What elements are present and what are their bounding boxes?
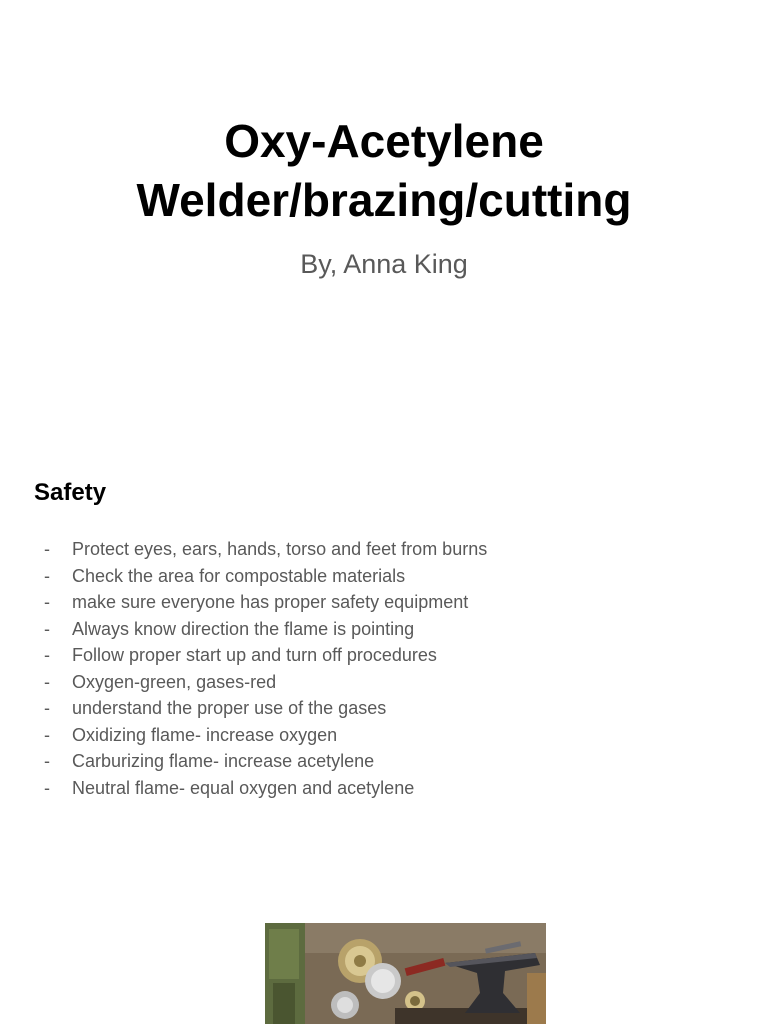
bullet-dash: - bbox=[44, 565, 50, 586]
list-item-text: make sure everyone has proper safety equipment bbox=[72, 592, 469, 612]
bullet-dash: - bbox=[44, 539, 50, 559]
bullet-dash: - bbox=[44, 592, 50, 612]
list-item-text: Always know direction the flame is pointing bbox=[72, 618, 415, 639]
title-line-1: Oxy-Acetylene bbox=[224, 115, 544, 167]
list-item-text: understand the proper use of the gases bbox=[72, 698, 387, 718]
list-item-text: Neutral flame- equal oxygen and acetylene bbox=[72, 777, 415, 798]
bullet-dash: - bbox=[44, 777, 50, 798]
title-slide bbox=[0, 0, 768, 420]
safety-slide bbox=[0, 420, 768, 900]
bullet-dash: - bbox=[44, 724, 50, 745]
safety-heading: Safety bbox=[34, 479, 107, 506]
list-item-text: Oxidizing flame- increase oxygen bbox=[72, 724, 338, 745]
welding-photo-illustration bbox=[265, 923, 546, 1024]
list-item-text: Check the area for compostable materials bbox=[72, 565, 406, 586]
bullet-dash: - bbox=[44, 618, 50, 639]
list-item-text: Carburizing flame- increase acetylene bbox=[72, 751, 375, 771]
welding-equipment-photo bbox=[265, 923, 546, 1024]
list-item-text: Oxygen-green, gases-red bbox=[72, 671, 277, 692]
bullet-dash: - bbox=[44, 645, 50, 665]
list-item-text: Follow proper start up and turn off procedures bbox=[72, 645, 437, 665]
bullet-dash: - bbox=[44, 698, 50, 718]
author-subtitle: By, Anna King bbox=[300, 249, 468, 279]
title-line-2: Welder/brazing/cutting bbox=[136, 174, 632, 226]
list-item-text: Protect eyes, ears, hands, torso and feet from burns bbox=[72, 539, 488, 559]
bullet-dash: - bbox=[44, 671, 50, 692]
presentation-title bbox=[0, 112, 768, 230]
bullet-dash: - bbox=[44, 751, 50, 771]
